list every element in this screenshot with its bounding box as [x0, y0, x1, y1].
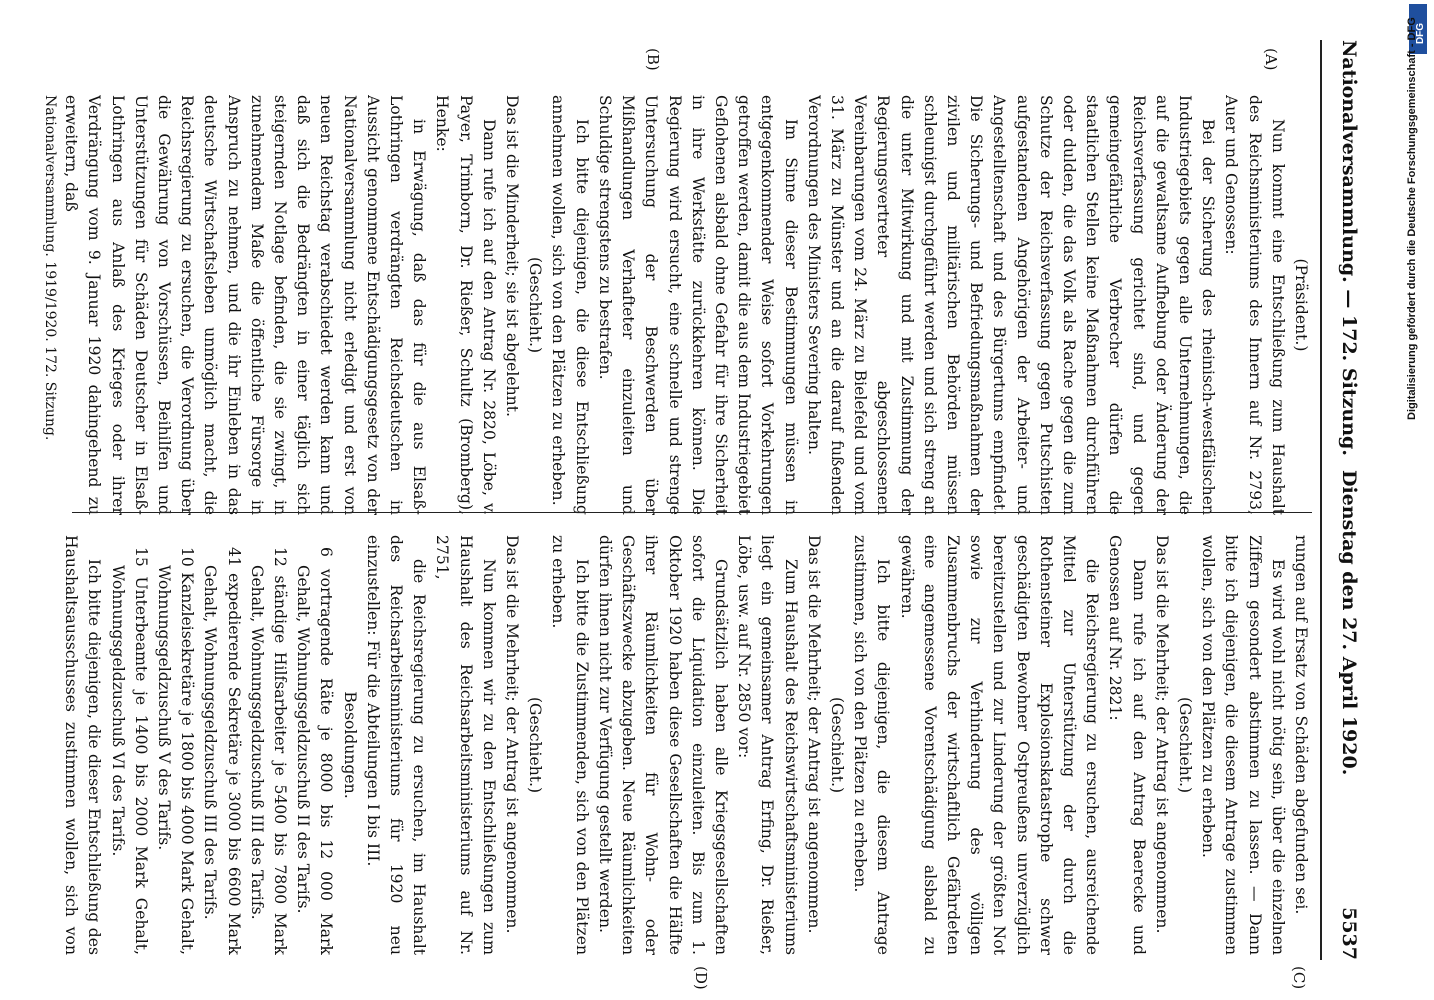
page-footer: Nationalversammlung. 1919/1920. 172. Sitzung. — [42, 95, 58, 441]
paragraph: (Geschieht.) — [526, 696, 545, 794]
margin-marker-c: (C) — [1290, 966, 1308, 990]
paragraph: Das ist die Mehrheit; der Antrag ist angenommen. — [1152, 535, 1171, 934]
header-left: Nationalversammlung. — 172. Sitzung. — [1338, 40, 1360, 456]
page-header — [1334, 40, 1360, 960]
right-column — [62, 535, 1312, 955]
paragraph: in Erwägung, daß das für die aus Elsaß-Lothringen verdrängten Reichsdeutschen in Aussicht genommene Entschädigungsgesetz von der Nationalversammlung nicht erledigt und erst von neuen Reichstag verabschiedet werden kann und daß sich die Bedrängten in einer täglich sich steigernden Notlage befinden, die sie zwingt, in zunehmendem Maße die öffentliche Fürsorge in Anspruch zu nehmen, und die ihr Einleben in das deutsche Wirtschaftsleben unmöglich macht, die Reichsregierung zu ersuchen, die Verordnung über die Gewährung von Vorschüssen, Beihilfen und Unterstützungen für Schäden Deutscher in Elsaß-Lothringen aus Anlaß des Krieges oder ihrer Verdrängung vom 9. Januar 1920 dahingehend zu erweitern, daß — [62, 95, 429, 515]
paragraph: Dann rufe ich auf den Antrag Baerecke und Genossen auf Nr. 2821: — [1106, 535, 1148, 955]
paragraph: Das ist die Minderheit; sie ist abgelehnt. — [503, 95, 522, 417]
column-divider — [72, 512, 1312, 513]
paragraph: Ich bitte die Zustimmenden, sich von den Plätzen zu erheben. — [549, 535, 591, 955]
margin-marker-d: (D) — [692, 966, 710, 990]
list-item: 15 Unterbeamte je 1400 bis 2000 Mark Gehalt, Wohnungsgeldzuschuß VI des Tarifs. — [108, 547, 150, 955]
page-number: 5537 — [1338, 907, 1360, 960]
dfg-logo-text: DFG — [1415, 22, 1427, 45]
paragraph: Besoldungen. — [340, 691, 359, 799]
margin-marker-a: (A) — [1262, 48, 1280, 71]
paragraph: Das ist die Mehrheit; der Antrag ist angenommen. — [503, 535, 522, 934]
list-item: 6 vortragende Räte je 8000 bis 12 000 Mark Gehalt, Wohnungsgeldzuschuß II des Tarifs. — [294, 547, 336, 955]
paragraph: (Geschieht.) — [1175, 696, 1194, 794]
paragraph: Dann rufe ich auf den Antrag Nr. 2820, Löbe, v. Payer, Trimborn, Dr. Rießer, Schultz (Bromberg), Henke: — [433, 95, 498, 515]
paragraph: Zum Haushalt des Reichswirtschaftsministeriums liegt ein gemeinsamer Antrag Erfing, Dr. Rießer, Löbe, usw. auf Nr. 2850 vor: — [735, 535, 800, 955]
paragraph: Nun kommt eine Entschließung zum Haushalt des Reichsministeriums des Innern auf Nr. 2793, Auer und Genossen: — [1222, 95, 1287, 515]
dfg-credit-strip — [1400, 0, 1434, 1000]
digitization-credit: Digitalisierung gefördert durch die Deutsche Forschungsgemeinschaft - DFG — [1406, 17, 1418, 420]
list-item: 12 ständige Hilfsarbeiter je 5400 bis 7800 Mark Gehalt, Wohnungsgeldzuschuß III des Tarifs. — [247, 547, 290, 955]
paragraph: die Reichsregierung zu ersuchen, ausreichende Mittel zur Unterstützung der durch die Rothensteiner Explosionskatastrophe schwer geschädigten Bewohner Ostpreußens unverzüglich bereitzustellen und zur Linderung der größten Not sowie zur Verhinderung des völligen Zusammenbruchs der wirtschaftlich Gefährdeten eine angemessene Vorentschädigung alsbald zu gewähren. — [897, 535, 1102, 955]
paragraph: Ich bitte diejenigen, die dieser Entschließung des Haushaltsausschusses zustimmen wollen, sich von — [62, 535, 104, 955]
header-date: Dienstag den 27. April 1920. — [1338, 470, 1360, 776]
paragraph: Nun kommen wir zu den Entschließungen zum Haushalt des Reichsarbeitsministeriums auf Nr. 2751, — [433, 535, 498, 955]
paragraph: Ich bitte diejenigen, die diese Entschließung annehmen wollen, sich von den Plätzen zu erheben. — [549, 95, 591, 515]
speaker-label: (Präsident.) — [1292, 258, 1310, 352]
margin-marker-b: (B) — [644, 48, 662, 71]
paragraph: (Geschieht.) — [526, 256, 545, 354]
list-item: 10 Kanzleisekretäre je 1800 bis 4000 Mark Gehalt, Wohnungsgeldzuschuß V des Tarifs. — [155, 547, 197, 955]
list-item: 41 expedierende Sekretäre je 3000 bis 6600 Mark Gehalt, Wohnungsgeldzuschuß III des Tarifs. — [201, 547, 243, 955]
paragraph: Grundsätzlich haben alle Kriegsgesellschaften sofort die Liquidation einzuleiten. Bis zum 1. Oktober 1920 haben diese Gesellschaften die Hälfte ihrer Räumlichkeiten für Wohn- oder Geschäftszwecke abzugeben. Neue Räumlichkeiten dürfen ihnen nicht zur Verfügung gestellt werden. — [595, 535, 730, 955]
paragraph: Das ist die Mehrheit; der Antrag ist angenommen. — [804, 535, 823, 934]
paragraph: Im Sinne dieser Bestimmungen müssen in entgegenkommender Weise sofort Vorkehrungen getroffen werden, damit die aus dem Industriegebiet Geflohenen alsbald ohne Gefahr für ihre Sicherheit in ihre Werkstätte zurückkehren können. Die Regierung wird ersucht, eine schnelle und strenge Untersuchung der Beschwerden über Mißhandlungen Verhafteter einzuleiten und Schuldige strengstens zu bestrafen. — [595, 95, 800, 515]
paragraph: rungen auf Ersatz von Schäden abgefunden sei. — [1292, 535, 1310, 915]
paragraph: die Reichsregierung zu ersuchen, im Haushalt des Reichsarbeitsministeriums für 1920 neu einzustellen: Für die Abteilungen I bis III. — [363, 535, 429, 955]
header-rule — [1320, 40, 1322, 960]
paragraph: Ich bitte diejenigen, die diesem Antrage zustimmen, sich von den Plätzen zu erheben. — [851, 535, 893, 955]
left-column — [62, 95, 1312, 515]
paragraph: Es wird wohl nicht nötig sein, über die einzelnen Ziffern gesondert abstimmen zu lassen. — Dann bitte ich diejenigen, die diesem Antrage zustimmen wollen, sich von den Plätzen zu erheben. — [1199, 535, 1287, 955]
paragraph: (Geschieht.) — [827, 696, 846, 794]
paragraph: Bei der Sicherung des rheinisch-westfälischen Industriegebiets gegen alle Unternehmungen, die auf die gewaltsame Aufhebung oder Änderung der Reichsverfassung gerichtet sind, und gegen gemeingefährliche Verbrecher dürfen die staatlichen Stellen keine Maßnahmen durchführen oder dulden, die das Volk als Rache gegen die zum Schutze der Reichsverfassung gegen Putschisten aufgestandenen Angehörigen der Arbeiter- und Angestelltenschaft und des Bürgertums empfindet. Die Sicherungs- und Befriedungsmaßnahmen der zivilen und militärischen Behörden müssen schleunigst durchgeführt werden und sich streng an die unter Mitwirkung und mit Zustimmung der Regierungsvertreter abgeschlossenen Vereinbarungen vom 24. März zu Bielefeld und vom 31. März zu Münster und an die darauf fußenden Verordnungen des Ministers Severing halten. — [804, 95, 1218, 515]
